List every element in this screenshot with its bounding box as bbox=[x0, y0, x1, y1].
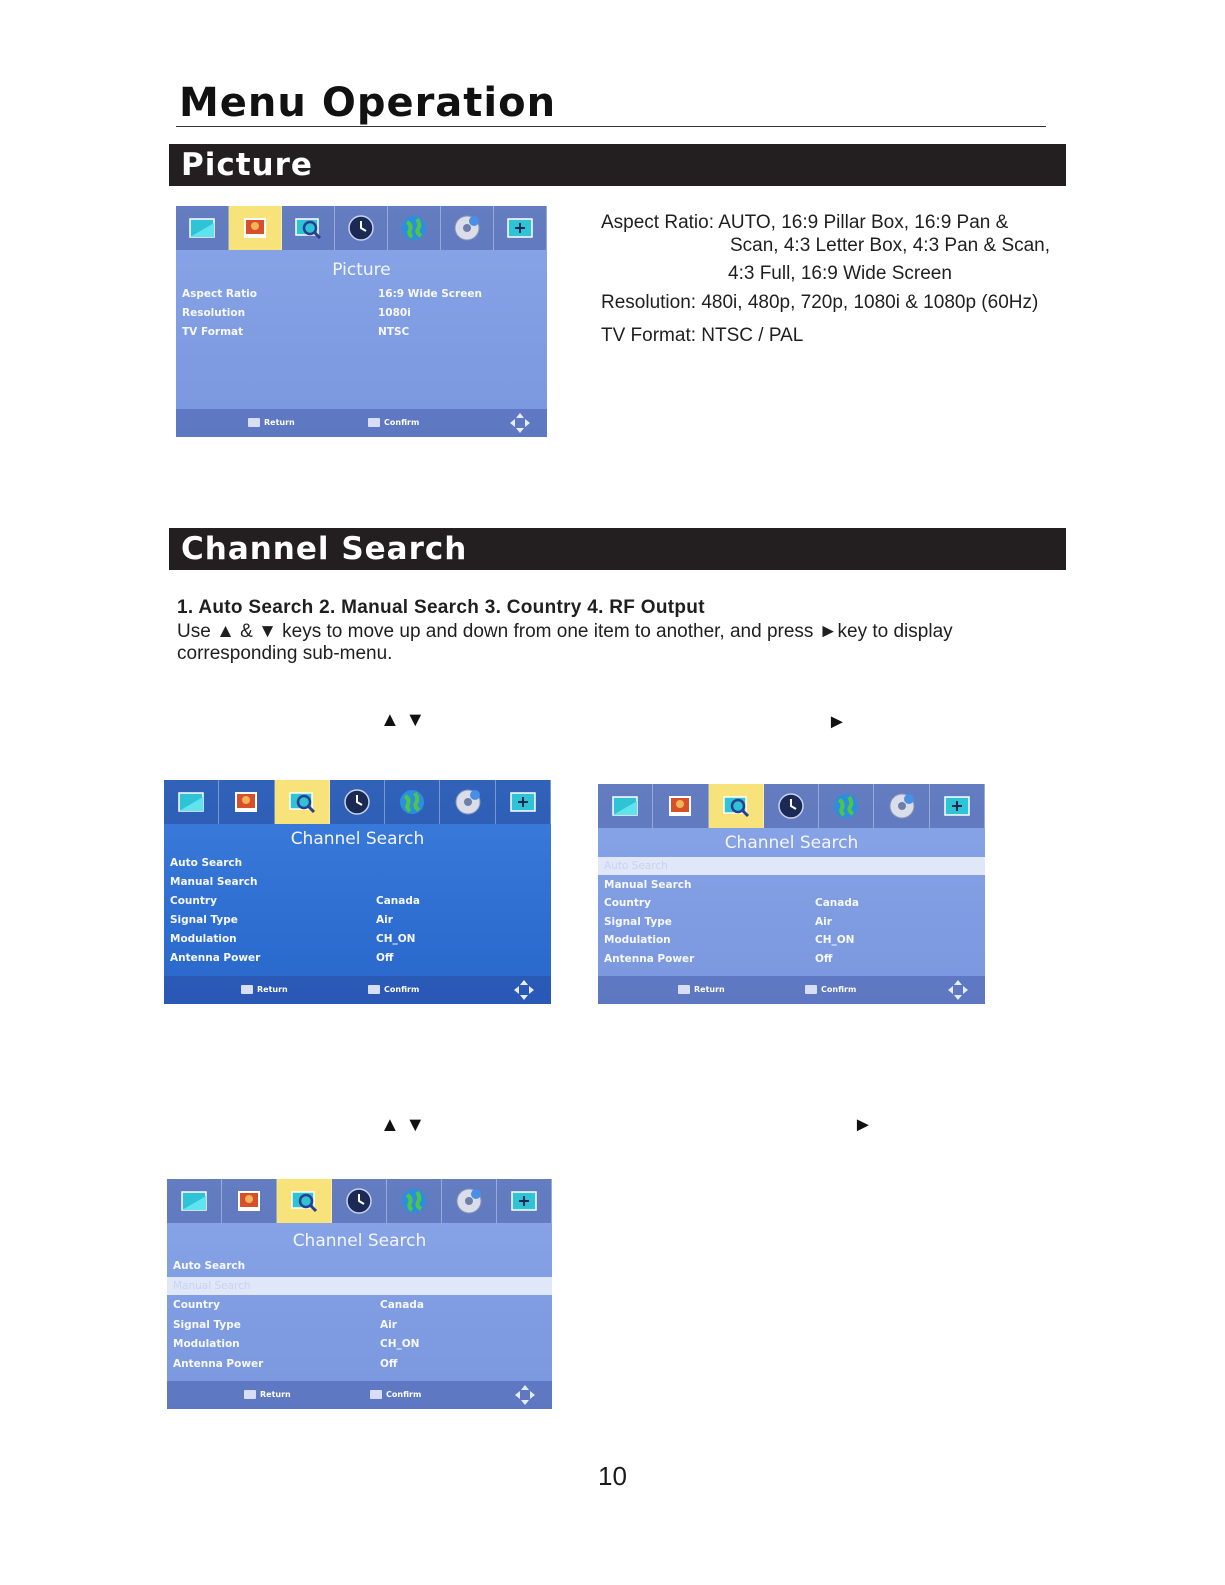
exit-key-icon bbox=[244, 1390, 256, 1399]
menu-row-signal-type[interactable] bbox=[173, 1316, 552, 1334]
menu-tab-system[interactable] bbox=[930, 784, 985, 828]
screen-title: Channel Search bbox=[724, 833, 859, 853]
photo-icon bbox=[231, 787, 261, 817]
menu-tab-photo[interactable] bbox=[229, 206, 282, 250]
title-rule bbox=[176, 126, 1046, 127]
menu-row-modulation[interactable] bbox=[170, 930, 551, 948]
row-label: Country bbox=[604, 897, 651, 909]
menu-tab-picture[interactable] bbox=[176, 206, 229, 250]
row-label: Signal Type bbox=[604, 915, 672, 928]
row-label: Country bbox=[170, 895, 217, 907]
picture-icon bbox=[176, 787, 206, 817]
row-label: Antenna Power bbox=[173, 1357, 264, 1370]
menu-tab-clock[interactable] bbox=[330, 780, 385, 824]
menu-row-country[interactable] bbox=[173, 1296, 552, 1314]
menu-row-antenna-power[interactable] bbox=[170, 949, 551, 967]
aspect-ratio-desc-3: 4:3 Full, 16:9 Wide Screen bbox=[728, 263, 952, 284]
navigation-arrows-icon bbox=[513, 979, 535, 1001]
menu-row-manual-search[interactable] bbox=[170, 873, 551, 891]
row-value: Air bbox=[376, 914, 393, 926]
menu-tab-disc[interactable] bbox=[874, 784, 929, 828]
up-down-arrows-2: ▲ ▼ bbox=[380, 1114, 426, 1136]
ok-key-icon bbox=[805, 985, 817, 994]
up-down-arrows: ▲ ▼ bbox=[380, 709, 426, 731]
menu-icon-bar bbox=[176, 206, 547, 250]
tv-format-desc: TV Format: NTSC / PAL bbox=[601, 325, 804, 346]
row-value: NTSC bbox=[378, 326, 410, 338]
system-icon bbox=[942, 791, 972, 821]
search-icon bbox=[289, 1186, 319, 1216]
ok-key-icon bbox=[368, 985, 380, 994]
channel-items-list: 1. Auto Search 2. Manual Search 3. Country 4. RF Output bbox=[177, 597, 705, 618]
menu-tab-clock[interactable] bbox=[335, 206, 388, 250]
photo-icon bbox=[240, 213, 270, 243]
picture-icon bbox=[179, 1186, 209, 1216]
menu-row-auto-search[interactable] bbox=[173, 1257, 552, 1275]
row-label: Country bbox=[173, 1299, 220, 1311]
menu-tab-system[interactable] bbox=[496, 780, 551, 824]
screen-title: Channel Search bbox=[292, 1231, 427, 1251]
exit-key-icon bbox=[248, 418, 260, 427]
section-heading-channel-search: Channel Search bbox=[169, 528, 1066, 570]
globe-icon bbox=[399, 1186, 429, 1216]
resolution-desc: Resolution: 480i, 480p, 720p, 1080i & 1080p (60Hz) bbox=[601, 292, 1039, 313]
ok-key-icon bbox=[370, 1390, 382, 1399]
screen-title: Picture bbox=[332, 260, 391, 280]
menu-row-manual-search[interactable] bbox=[167, 1277, 552, 1295]
system-icon bbox=[508, 787, 538, 817]
photo-icon bbox=[665, 791, 695, 821]
globe-icon bbox=[399, 213, 429, 243]
section-heading-picture: Picture bbox=[169, 144, 1066, 186]
tv-screen-channel-search-3 bbox=[167, 1179, 552, 1409]
row-label: Auto Search bbox=[604, 860, 668, 872]
screen-footer bbox=[167, 1381, 552, 1409]
return-hint: Return bbox=[678, 985, 725, 994]
screen-footer bbox=[598, 976, 985, 1004]
row-label: Auto Search bbox=[173, 1260, 246, 1272]
menu-tab-picture[interactable] bbox=[164, 780, 219, 824]
system-icon bbox=[509, 1186, 539, 1216]
row-label: Manual Search bbox=[170, 876, 258, 888]
clock-icon bbox=[776, 791, 806, 821]
row-value: Canada bbox=[815, 897, 859, 909]
menu-tab-globe[interactable] bbox=[387, 1179, 442, 1223]
menu-tab-photo[interactable] bbox=[222, 1179, 277, 1223]
confirm-hint: Confirm bbox=[368, 985, 419, 994]
search-icon bbox=[287, 787, 317, 817]
clock-icon bbox=[344, 1186, 374, 1216]
row-value: CH_ON bbox=[380, 1338, 420, 1350]
menu-tab-globe[interactable] bbox=[388, 206, 441, 250]
right-arrow: ► bbox=[827, 711, 847, 733]
menu-tab-photo[interactable] bbox=[219, 780, 274, 824]
return-hint: Return bbox=[248, 418, 295, 427]
navigation-arrows-icon bbox=[509, 412, 531, 434]
confirm-hint: Confirm bbox=[805, 985, 856, 994]
confirm-hint: Confirm bbox=[370, 1390, 421, 1399]
menu-row-antenna-power[interactable] bbox=[173, 1355, 552, 1373]
row-label: TV Format bbox=[182, 326, 244, 338]
right-arrow-2: ► bbox=[853, 1114, 873, 1136]
row-label: Signal Type bbox=[170, 914, 238, 926]
page-number: 10 bbox=[598, 1461, 627, 1491]
row-label: Resolution bbox=[182, 307, 246, 319]
exit-key-icon bbox=[241, 985, 253, 994]
clock-icon bbox=[346, 213, 376, 243]
row-value: Air bbox=[815, 915, 832, 928]
row-value: Off bbox=[380, 1357, 398, 1370]
menu-row-modulation[interactable] bbox=[604, 931, 985, 949]
row-value: CH_ON bbox=[815, 934, 855, 946]
ok-key-icon bbox=[368, 418, 380, 427]
row-label: Antenna Power bbox=[604, 952, 695, 965]
return-hint: Return bbox=[244, 1390, 291, 1399]
menu-tab-globe[interactable] bbox=[385, 780, 440, 824]
menu-row-modulation[interactable] bbox=[173, 1335, 552, 1353]
menu-row-auto-search[interactable] bbox=[598, 857, 985, 875]
menu-row-signal-type[interactable] bbox=[170, 911, 551, 929]
row-value: CH_ON bbox=[376, 933, 416, 945]
menu-tab-photo[interactable] bbox=[653, 784, 708, 828]
row-label: Antenna Power bbox=[170, 952, 261, 964]
row-label: Modulation bbox=[173, 1338, 240, 1350]
menu-tab-disc[interactable] bbox=[442, 1179, 497, 1223]
menu-tab-system[interactable] bbox=[494, 206, 547, 250]
menu-tab-search[interactable] bbox=[275, 780, 330, 824]
disc-icon bbox=[454, 1186, 484, 1216]
row-value: Canada bbox=[380, 1299, 424, 1311]
menu-icon-bar bbox=[164, 780, 551, 824]
search-icon bbox=[721, 791, 751, 821]
menu-tab-search[interactable] bbox=[709, 784, 764, 828]
aspect-ratio-desc-2: Scan, 4:3 Letter Box, 4:3 Pan & Scan, bbox=[730, 235, 1051, 256]
row-label: Manual Search bbox=[604, 878, 692, 891]
disc-icon bbox=[452, 213, 482, 243]
confirm-hint: Confirm bbox=[368, 418, 419, 427]
system-icon bbox=[505, 213, 535, 243]
row-label: Manual Search bbox=[173, 1279, 251, 1292]
aspect-ratio-desc-1: Aspect Ratio: AUTO, 16:9 Pillar Box, 16:9 Pan & bbox=[601, 212, 1009, 233]
row-label: Modulation bbox=[170, 933, 237, 945]
channel-instruction-2: corresponding sub-menu. bbox=[177, 643, 393, 664]
exit-key-icon bbox=[678, 985, 690, 994]
tv-screen-channel-search-2 bbox=[598, 784, 985, 1004]
tv-screen-picture bbox=[176, 206, 547, 437]
tv-screen-channel-search-1 bbox=[164, 780, 551, 1004]
picture-icon bbox=[187, 213, 217, 243]
page-title: Menu Operation bbox=[179, 80, 557, 126]
row-value: 16:9 Wide Screen bbox=[378, 288, 482, 300]
row-value: Canada bbox=[376, 895, 420, 907]
clock-icon bbox=[342, 787, 372, 817]
menu-tab-picture[interactable] bbox=[598, 784, 653, 828]
row-label: Auto Search bbox=[170, 857, 243, 869]
channel-instruction-1: Use ▲ & ▼ keys to move up and down from one item to another, and press ►key to display bbox=[177, 621, 953, 642]
photo-icon bbox=[234, 1186, 264, 1216]
globe-icon bbox=[397, 787, 427, 817]
row-value: Off bbox=[376, 952, 394, 964]
menu-tab-clock[interactable] bbox=[332, 1179, 387, 1223]
menu-tab-disc[interactable] bbox=[441, 206, 494, 250]
menu-tab-globe[interactable] bbox=[819, 784, 874, 828]
disc-icon bbox=[453, 787, 483, 817]
row-label: Modulation bbox=[604, 934, 671, 946]
menu-tab-clock[interactable] bbox=[764, 784, 819, 828]
menu-row-resolution[interactable] bbox=[182, 304, 547, 322]
menu-tab-search[interactable] bbox=[277, 1179, 332, 1223]
menu-row-signal-type[interactable] bbox=[604, 913, 985, 931]
menu-row-aspect-ratio[interactable] bbox=[182, 285, 547, 303]
menu-tab-picture[interactable] bbox=[167, 1179, 222, 1223]
menu-row-country[interactable] bbox=[170, 892, 551, 910]
menu-row-antenna-power[interactable] bbox=[604, 950, 985, 968]
navigation-arrows-icon bbox=[947, 979, 969, 1001]
row-value: 1080i bbox=[378, 307, 411, 319]
menu-row-country[interactable] bbox=[604, 894, 985, 912]
menu-row-tv-format[interactable] bbox=[182, 323, 547, 341]
picture-icon bbox=[610, 791, 640, 821]
menu-row-manual-search[interactable] bbox=[604, 876, 985, 894]
menu-tab-system[interactable] bbox=[497, 1179, 552, 1223]
row-label: Signal Type bbox=[173, 1318, 241, 1331]
globe-icon bbox=[831, 791, 861, 821]
screen-title: Channel Search bbox=[290, 829, 425, 849]
menu-row-auto-search[interactable] bbox=[170, 854, 551, 872]
navigation-arrows-icon bbox=[514, 1384, 536, 1406]
search-icon bbox=[293, 213, 323, 243]
return-hint: Return bbox=[241, 985, 288, 994]
row-value: Off bbox=[815, 952, 833, 965]
row-label: Aspect Ratio bbox=[182, 288, 257, 300]
menu-tab-search[interactable] bbox=[282, 206, 335, 250]
screen-footer bbox=[176, 409, 547, 437]
menu-tab-disc[interactable] bbox=[440, 780, 495, 824]
menu-icon-bar bbox=[167, 1179, 552, 1223]
menu-icon-bar bbox=[598, 784, 985, 828]
disc-icon bbox=[887, 791, 917, 821]
row-value: Air bbox=[380, 1318, 397, 1331]
screen-footer bbox=[164, 976, 551, 1004]
